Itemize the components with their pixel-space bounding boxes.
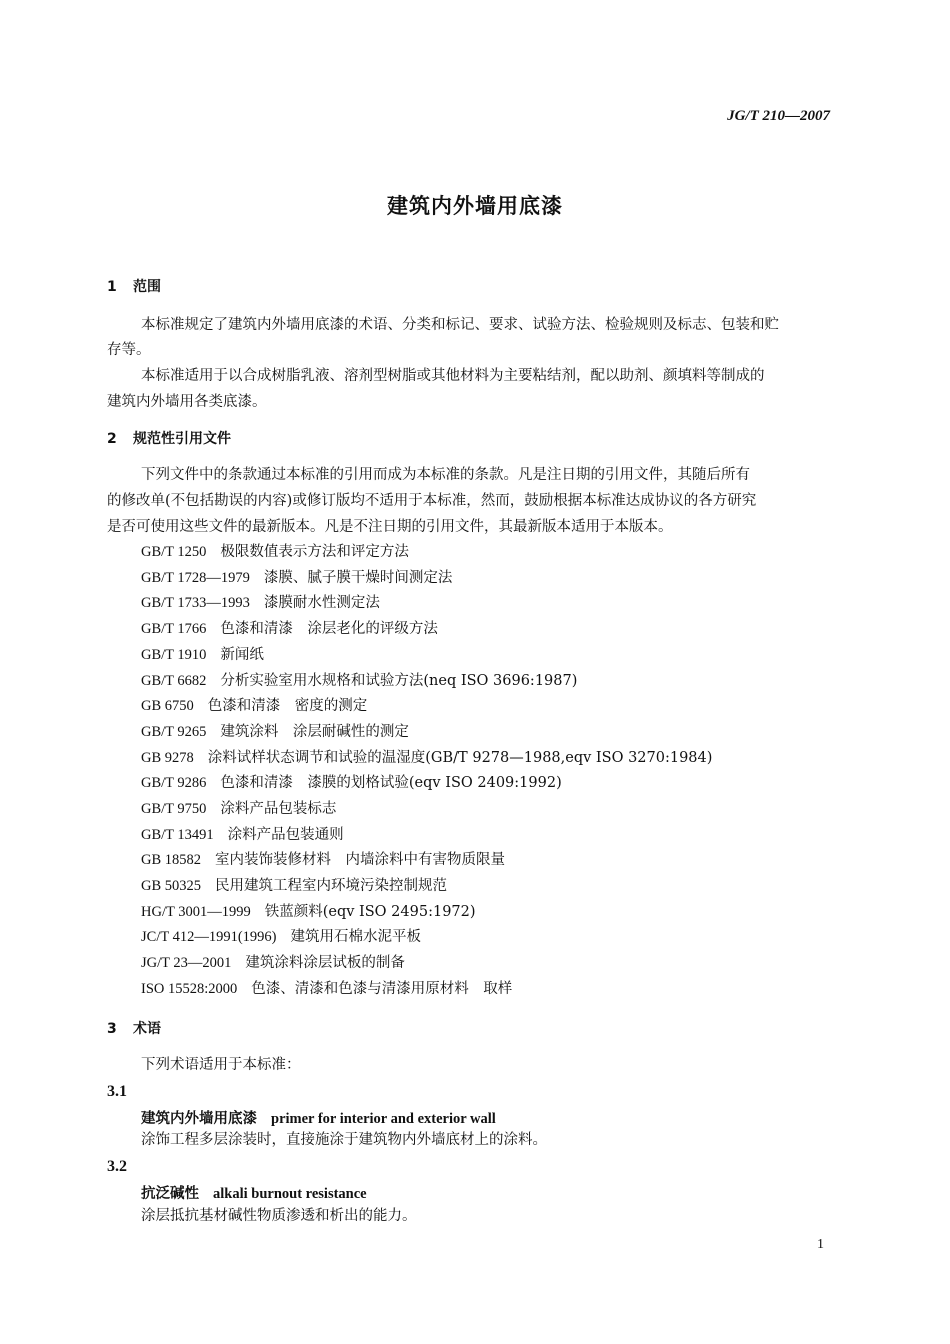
reference-code: GB/T 13491	[141, 827, 214, 843]
reference-item	[141, 770, 562, 796]
clause-number: 3.2	[107, 1158, 127, 1175]
scope-paragraph-1-line-2: 存等。	[107, 342, 151, 358]
term-english: primer for interior and exterior wall	[271, 1111, 496, 1127]
reference-title: 色漆、清漆和色漆与清漆用原材料 取样	[251, 981, 513, 997]
reference-item	[141, 950, 405, 976]
reference-code: GB/T 6682	[141, 673, 207, 689]
normative-intro-line-1: 下列文件中的条款通过本标准的引用而成为本标准的条款。凡是注日期的引用文件，其随后所有	[141, 467, 750, 483]
reference-code: GB 18582	[141, 852, 202, 868]
reference-code: JC/T 412—1991(1996)	[141, 929, 277, 945]
scope-paragraph-1-line-1: 本标准规定了建筑内外墙用底漆的术语、分类和标记、要求、试验方法、检验规则及标志、包装和贮	[141, 317, 779, 333]
normative-intro-line-3: 是否可使用这些文件的最新版本。凡是不注日期的引用文件，其最新版本适用于本版本。	[107, 519, 673, 535]
section-1-heading	[107, 276, 161, 296]
section-number: 1	[107, 279, 117, 295]
reference-title: 民用建筑工程室内环境污染控制规范	[215, 878, 448, 894]
reference-title: 涂料试样状态调节和试验的温湿度(GB/T 9278—1988,eqv ISO 3270:1984)	[207, 750, 713, 766]
term-heading	[141, 1107, 496, 1128]
reference-item	[141, 745, 712, 771]
reference-item	[141, 539, 409, 565]
reference-code: GB 50325	[141, 878, 202, 894]
section-number: 2	[107, 431, 117, 447]
term-chinese: 抗泛碱性	[141, 1185, 199, 1202]
reference-item	[141, 616, 438, 642]
reference-title: 色漆和清漆 漆膜的划格试验(eqv ISO 2409:1992)	[220, 775, 562, 791]
normative-intro-line-2: 的修改单(不包括勘误的内容)或修订版均不适用于本标准，然而，鼓励根据本标准达成协议的各方研究	[107, 493, 757, 509]
scope-paragraph-2-line-2: 建筑内外墙用各类底漆。	[107, 394, 267, 410]
reference-item	[141, 847, 505, 873]
reference-item	[141, 924, 421, 950]
reference-code: GB/T 1766	[141, 621, 207, 637]
reference-code: HG/T 3001—1999	[141, 904, 251, 920]
reference-item	[141, 668, 577, 694]
term-english: alkali burnout resistance	[213, 1186, 367, 1202]
term-heading	[141, 1182, 367, 1203]
reference-item	[141, 822, 344, 848]
reference-title: 建筑涂料 涂层耐碱性的测定	[220, 724, 409, 740]
section-title: 规范性引用文件	[133, 431, 231, 447]
reference-code: GB/T 9265	[141, 724, 207, 740]
reference-code: GB/T 1733—1993	[141, 595, 250, 611]
reference-title: 色漆和清漆 密度的测定	[207, 698, 368, 714]
reference-item	[141, 693, 367, 719]
clause-number: 3.1	[107, 1083, 127, 1100]
reference-title: 漆膜、腻子膜干燥时间测定法	[263, 570, 453, 586]
term-definition: 涂饰工程多层涂装时，直接施涂于建筑物内外墙底材上的涂料。	[141, 1132, 547, 1148]
term-chinese: 建筑内外墙用底漆	[141, 1110, 257, 1127]
section-title: 范围	[133, 279, 161, 295]
terms-intro: 下列术语适用于本标准：	[141, 1057, 301, 1073]
reference-item	[141, 565, 452, 591]
reference-title: 极限数值表示方法和评定方法	[220, 544, 409, 560]
reference-code: JG/T 23—2001	[141, 955, 232, 971]
reference-code: GB 9278	[141, 750, 194, 766]
reference-item	[141, 796, 336, 822]
reference-code: ISO 15528:2000	[141, 981, 238, 997]
term-definition: 涂层抵抗基材碱性物质渗透和析出的能力。	[141, 1208, 417, 1224]
standard-code: JG/T 210—2007	[727, 108, 830, 124]
reference-item	[141, 719, 409, 745]
reference-code: GB/T 1250	[141, 544, 207, 560]
page-number: 1	[817, 1237, 824, 1252]
reference-title: 漆膜耐水性测定法	[263, 595, 380, 611]
section-3-heading	[107, 1018, 161, 1038]
section-2-heading	[107, 428, 231, 448]
reference-title: 建筑用石棉水泥平板	[290, 929, 421, 945]
reference-code: GB/T 9286	[141, 775, 207, 791]
reference-title: 新闻纸	[220, 647, 264, 663]
reference-code: GB/T 1728—1979	[141, 570, 250, 586]
document-title: 建筑内外墙用底漆	[387, 194, 563, 218]
reference-code: GB/T 1910	[141, 647, 207, 663]
reference-code: GB 6750	[141, 698, 194, 714]
section-title: 术语	[133, 1021, 161, 1037]
reference-item	[141, 873, 447, 899]
reference-title: 室内装饰装修材料 内墙涂料中有害物质限量	[215, 852, 506, 868]
reference-title: 涂料产品包装标志	[220, 801, 337, 817]
reference-item	[141, 590, 380, 616]
reference-title: 涂料产品包装通则	[227, 827, 344, 843]
reference-title: 分析实验室用水规格和试验方法(neq ISO 3696:1987)	[220, 673, 578, 689]
reference-item	[141, 976, 512, 1002]
reference-title: 建筑涂料涂层试板的制备	[245, 955, 405, 971]
reference-title: 铁蓝颜料(eqv ISO 2495:1972)	[264, 904, 476, 920]
reference-item	[141, 642, 264, 668]
reference-item	[141, 899, 476, 925]
section-number: 3	[107, 1021, 117, 1037]
scope-paragraph-2-line-1: 本标准适用于以合成树脂乳液、溶剂型树脂或其他材料为主要粘结剂，配以助剂、颜填料等制成的	[141, 368, 765, 384]
reference-code: GB/T 9750	[141, 801, 207, 817]
reference-title: 色漆和清漆 涂层老化的评级方法	[220, 621, 438, 637]
